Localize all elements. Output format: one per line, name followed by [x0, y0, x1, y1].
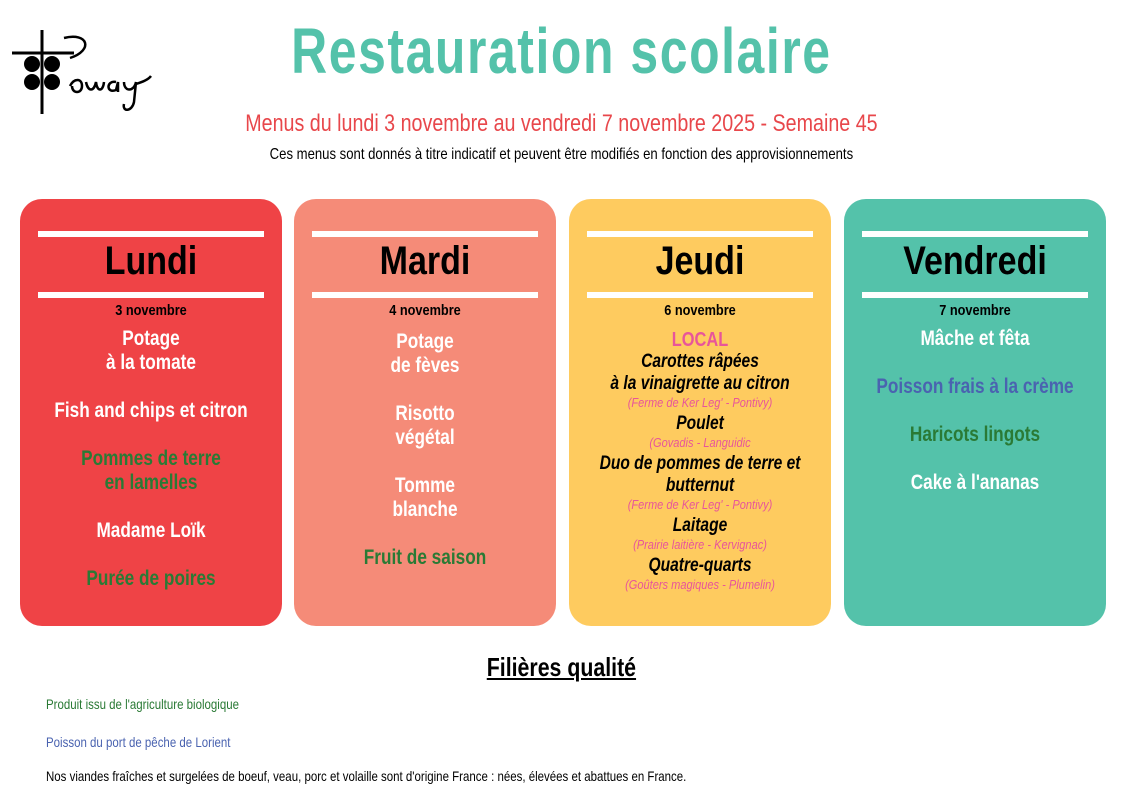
card-divider [38, 292, 264, 298]
day-name: Mardi [379, 239, 471, 283]
card-divider [587, 231, 813, 237]
menu-item-source: (Goûters magiques - Plumelin) [625, 577, 775, 592]
card-divider [312, 292, 538, 298]
day-card-jeudi [569, 199, 831, 626]
day-date: 6 novembre [664, 302, 736, 319]
quality-title: Filières qualité [486, 652, 637, 682]
menu-item: Carottes râpées à la vinaigrette au citron [610, 351, 790, 394]
menu-item: Poisson frais à la crème [876, 375, 1074, 398]
card-divider [862, 292, 1088, 298]
menu-item: Risotto végétal [395, 402, 455, 449]
day-card-vendredi [844, 199, 1106, 626]
menu-item: Potage à la tomate [106, 327, 196, 374]
menu-item: Fruit de saison [363, 546, 487, 569]
menu-item: Potage de fèves [390, 330, 460, 377]
day-card-lundi [20, 199, 282, 626]
menu-item-source: (Ferme de Ker Leg' - Pontivy) [627, 497, 773, 512]
menu-item: Mâche et fêta [920, 327, 1030, 350]
menu-item: Poulet [676, 413, 724, 434]
menu-item: Laitage [672, 515, 728, 536]
menu-item: Duo de pommes de terre et butternut [599, 453, 801, 496]
day-date: 7 novembre [939, 302, 1011, 319]
card-divider [38, 231, 264, 237]
card-divider [862, 231, 1088, 237]
legend-meat: Nos viandes fraîches et surgelées de boeuf, veau, porc et volaille sont d'origine France : nées, élevées et abattues en France. [46, 768, 687, 784]
menu-item-source: (Prairie laitière - Kervignac) [633, 537, 767, 552]
card-divider [312, 231, 538, 237]
menu-item-source: (Ferme de Ker Leg' - Pontivy) [627, 395, 773, 410]
menu-item: Tomme blanche [392, 474, 458, 521]
menu-notice: Ces menus sont donnés à titre indicatif et peuvent être modifiés en fonction des approvisionnements [269, 146, 854, 163]
menu-item: Fish and chips et citron [54, 399, 248, 422]
menu-item: Quatre-quarts [648, 555, 752, 576]
legend-fish: Poisson du port de pêche de Lorient [46, 734, 231, 750]
card-divider [587, 292, 813, 298]
legend-bio: Produit issu de l'agriculture biologique [46, 696, 240, 712]
menu-item: Haricots lingots [909, 423, 1041, 446]
menu-item: Purée de poires [86, 567, 216, 590]
page-title: Restauration scolaire [291, 15, 832, 87]
menu-week-subtitle: Menus du lundi 3 novembre au vendredi 7 novembre 2025 - Semaine 45 [245, 110, 878, 137]
day-card-mardi [294, 199, 556, 626]
menu-item: Pommes de terre en lamelles [81, 447, 221, 494]
day-date: 4 novembre [389, 302, 461, 319]
day-date: 3 novembre [115, 302, 187, 319]
day-name: Jeudi [655, 239, 745, 283]
menu-item-source: (Govadis - Languidic [649, 435, 751, 450]
menu-item: Madame Loïk [96, 519, 206, 542]
day-name: Vendredi [903, 239, 1047, 283]
local-label: LOCAL [671, 329, 729, 351]
day-name: Lundi [104, 239, 198, 283]
menu-item: Cake à l'ananas [910, 471, 1040, 494]
